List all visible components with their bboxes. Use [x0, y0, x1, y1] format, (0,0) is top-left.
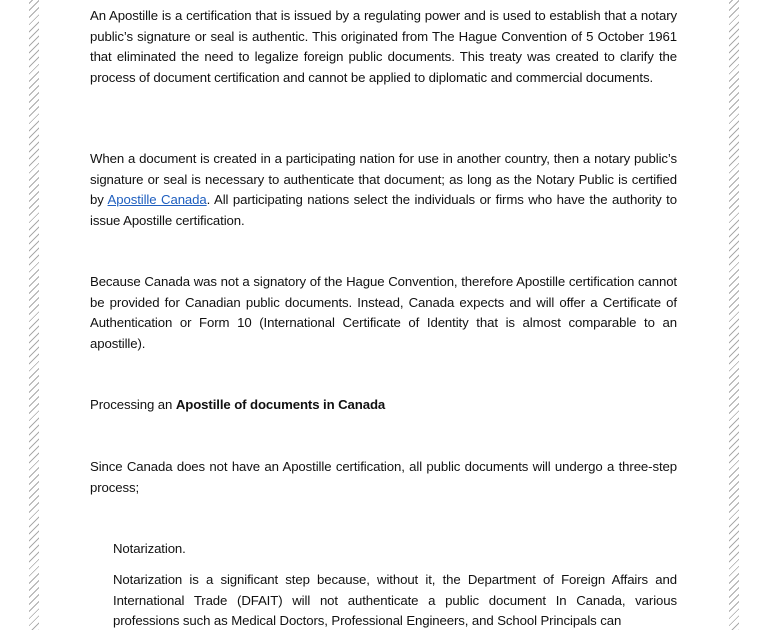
- text: When a document is created in a participating nation for use in another country, then a notary public’s signature or seal is necessary to authenticate that document; as long as the Notary Public is certified by: [90, 151, 677, 207]
- bold-text: Apostille of documents in Canada: [175, 397, 386, 412]
- apostille-canada-link[interactable]: Apostille Canada: [107, 192, 207, 207]
- step-notarization-title: Notarization.: [113, 541, 186, 556]
- paragraph-canada-not-signatory: Because Canada was not a signatory of the Hague Convention, therefore Apostille certification cannot be provided for Canadian public documents. Instead, Canada expects and will offer a Certificate of Authentication or Form 10 (International Certificate of Identity that is almost comparable to an apostille).: [90, 274, 677, 351]
- paragraph-notarization-detail: Notarization is a significant step because, without it, the Department of Foreign Affairs and International Trade (DFAIT) will not authenticate a public document In Canada, various professions such as Medical Doctors, Professional Engineers, and School Principals can: [113, 572, 677, 628]
- text: Processing an: [90, 397, 176, 412]
- page-border-right: [729, 0, 739, 630]
- page-border-left: [29, 0, 39, 630]
- paragraph-notary-authentication: [90, 149, 677, 231]
- text: . All participating nations select the individuals or firms who have the authority to issue Apostille certification.: [90, 192, 677, 228]
- paragraph-three-step: Since Canada does not have an Apostille certification, all public documents will undergo a three-step process;: [90, 459, 677, 495]
- paragraph-apostille-definition: An Apostille is a certification that is issued by a regulating power and is used to establish that a notary public’s signature or seal is authentic. This originated from The Hague Convention of 5 October 1961 that eliminated the need to legalize foreign public documents. This treaty was created to clarify the process of document certification and cannot be applied to diplomatic and commercial documents.: [90, 8, 677, 85]
- heading-processing: [90, 395, 677, 416]
